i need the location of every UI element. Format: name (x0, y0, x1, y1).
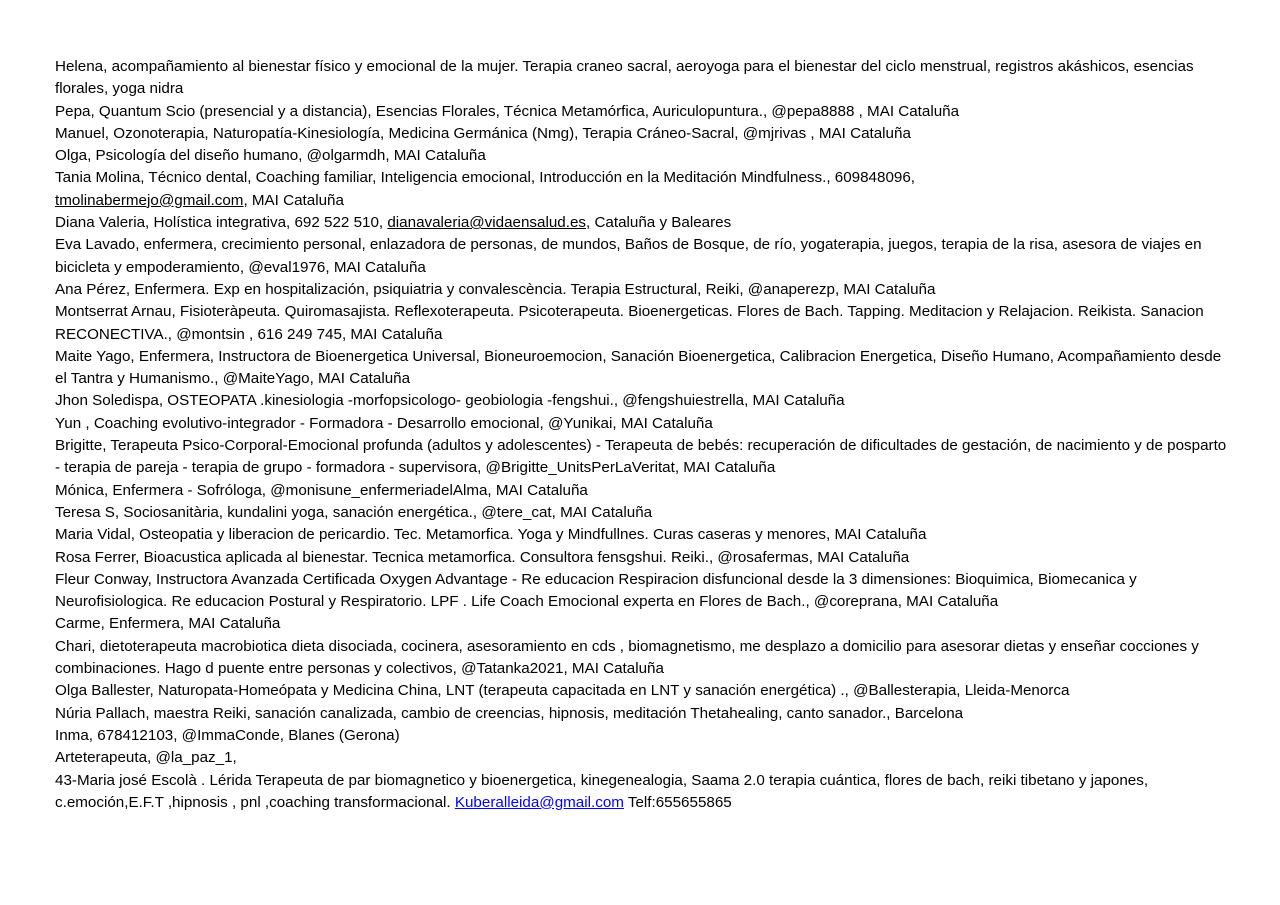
entry-ana: Ana Pérez, Enfermera. Exp en hospitalización, psiquiatria y convalescència. Terapia Estructural, Reiki, @anaperezp, MAI Cataluña (55, 280, 936, 298)
entry-diana-text: Diana Valeria, Holística integrativa, 692 522 510, (55, 214, 388, 232)
entry-maria-vidal: Maria Vidal, Osteopatia y liberacion de pericardio. Tec. Metamorfica. Yoga y Mindfullnes. Curas caseras y menores, MAI Cataluña (55, 526, 927, 544)
entry-yun: Yun , Coaching evolutivo-integrador - Formadora - Desarrollo emocional, @Yunikai, MAI Cataluña (55, 414, 713, 432)
entry-monica: Mónica, Enfermera - Sofróloga, @monisune_enfermeriadelAlma, MAI Cataluña (55, 481, 588, 499)
entry-inma: Inma, 678412103, @ImmaConde, Blanes (Gerona) (55, 726, 400, 744)
entry-olga: Olga, Psicología del diseño humano, @olgarmdh, MAI Cataluña (55, 147, 486, 165)
entry-chari: Chari, dietoterapeuta macrobiotica dieta disociada, cocinera, asesoramiento en cds , biomagnetismo, me desplazo a domicilio para asesorar dietas y enseñar cocciones y combinaciones. Hago d puente entre personas y colectivos, @Tatanka2021, MAI Cataluña (55, 637, 1199, 678)
entry-jhon: Jhon Soledispa, OSTEOPATA .kinesiologia -morfopsicologo- geobiologia -fengshui., @fengshuiestrella, MAI Cataluña (55, 392, 845, 410)
tania-email: tmolinabermejo@gmail.com, (55, 191, 248, 209)
entry-olga-ballester: Olga Ballester, Naturopata-Homeópata y Medicina China, LNT (terapeuta capacitada en LNT y sanación energética) ., @Ballesterapia, Lleida-Menorca (55, 682, 1070, 700)
entry-maria-jose-tail: Telf:655655865 (623, 793, 732, 811)
entry-maria-jose-text: 43-Maria josé Escolà . Lérida Terapeuta de par biomagnetico y bioenergetica, kinegenealogia, Saama 2.0 terapia cuántica, flores de bach, reiki tibetano y japones, c.emoción,E.F.T ,hipnosis , pnl ,coaching transformacional. (55, 771, 1149, 811)
entry-eva: Eva Lavado, enfermera, crecimiento personal, enlazadora de personas, de mundos, Baños de Bosque, de río, yogaterapia, juegos, terapia de la risa, asesora de viajes en bicicleta y empoderamiento, @eval1976, MAI Cataluña (55, 236, 1202, 276)
kuberalleida-email-link[interactable]: Kuberalleida@gmail.com (454, 793, 624, 811)
entry-teresa: Teresa S, Sociosanitària, kundalini yoga, sanación energética., @tere_cat, MAI Cataluña (55, 503, 653, 521)
entry-nuria: Núria Pallach, maestra Reiki, sanación canalizada, cambio de creencias, hipnosis, meditación Thetahealing, canto sanador., Barcelona (55, 704, 964, 722)
entry-diana (55, 212, 1230, 234)
entry-brigitte: Brigitte, Terapeuta Psico-Corporal-Emocional profunda (adultos y adolescentes) - Terapeuta de bebés: recuperación de dificultades de gestación, de nacimiento y de posparto - terapia de pareja - terapia de grupo - formadora - supervisora, @Brigitte_UnitsPerLaVeritat, MAI Cataluña (55, 437, 1227, 477)
entry-carme: Carme, Enfermera, MAI Cataluña (55, 615, 281, 633)
entry-fleur: Fleur Conway, Instructora Avanzada Certificada Oxygen Advantage - Re educacion Respiracion disfuncional desde la 3 dimensiones: Bioquimica, Biomecanica y Neurofisiologica. Re educacion Postural y Respiratorio. LPF . Life Coach Emocional experta en Flores de Bach., @coreprana, MAI Cataluña (55, 570, 1137, 611)
entry-tania-text: Tania Molina, Técnico dental, Coaching familiar, Inteligencia emocional, Introducción en la Meditación Mindfulness., 609848096, (55, 169, 916, 187)
entry-montserrat: Montserrat Arnau, Fisioteràpeuta. Quiromasajista. Reflexoterapeuta. Psicoterapeuta. Bioenergeticas. Flores de Bach. Tapping. Meditacion y Relajacion. Reikista. Sanacion RECONECTIVA., @montsin , 616 249 745, MAI Cataluña (55, 303, 1204, 343)
therapist-directory (55, 56, 1230, 814)
entry-rosa: Rosa Ferrer, Bioacustica aplicada al bienestar. Tecnica metamorfica. Consultora fensgshui. Reiki., @rosafermas, MAI Cataluña (55, 548, 910, 566)
entry-diana-tail: Cataluña y Baleares (590, 214, 732, 232)
entry-helena: Helena, acompañamiento al bienestar físico y emocional de la mujer. Terapia craneo sacral, aeroyoga para el bienestar del ciclo menstrual, registros akáshicos, esencias florales, yoga nidra (55, 58, 1194, 98)
entry-arteterapeuta: Arteterapeuta, @la_paz_1, (55, 749, 237, 767)
entry-pepa: Pepa, Quantum Scio (presencial y a distancia), Esencias Florales, Técnica Metamórfica, Auriculopuntura., @pepa8888 , MAI Cataluña (55, 102, 960, 120)
entry-maite: Maite Yago, Enfermera, Instructora de Bioenergetica Universal, Bioneuroemocion, Sanación Bioenergetica, Calibracion Energetica, Diseño Humano, Acompañamiento desde el Tantra y Humanismo., @MaiteYago, MAI Cataluña (55, 347, 1222, 388)
entry-tania-tail: MAI Cataluña (247, 191, 344, 209)
entry-manuel: Manuel, Ozonoterapia, Naturopatía-Kinesiología, Medicina Germánica (Nmg), Terapia Cráneo-Sacral, @mjrivas , MAI Cataluña (55, 124, 911, 142)
entry-tania (55, 167, 1230, 212)
diana-email: dianavaleria@vidaensalud.es, (387, 214, 591, 232)
entry-maria-jose (55, 770, 1230, 815)
